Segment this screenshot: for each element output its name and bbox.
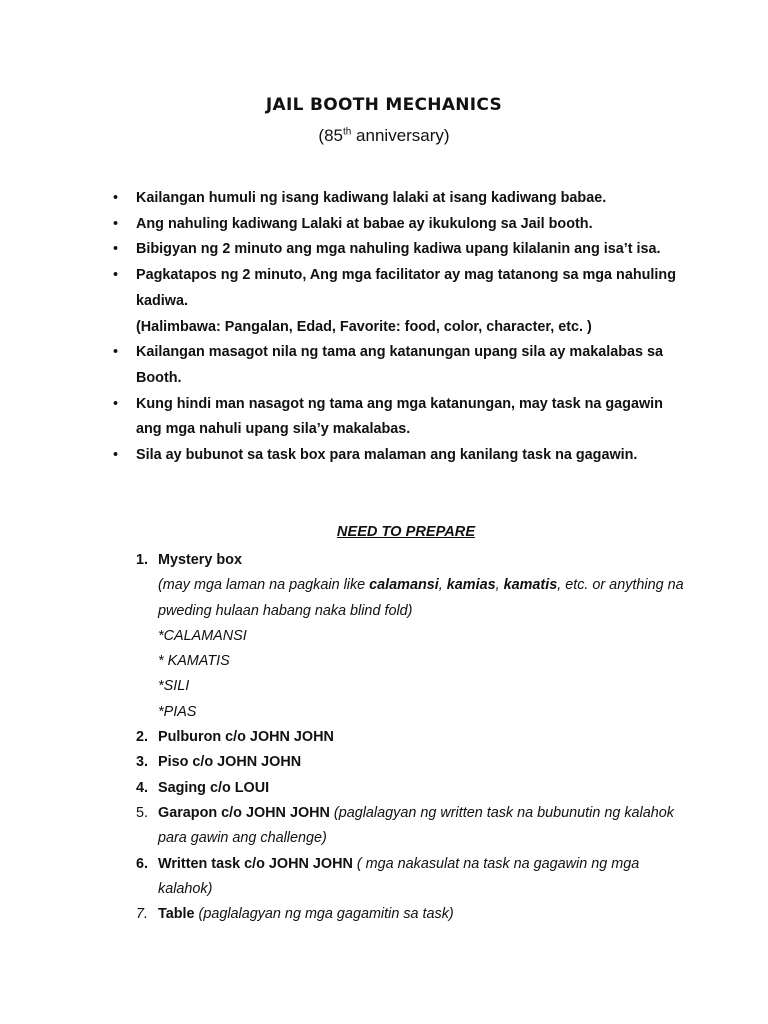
list-item: • Pagkatapos ng 2 minuto, Ang mga facilitator ay mag tatanong sa mga nahuling kadiwa. (Halimbawa: Pangalan, Edad, Favorite: food, color, character, etc. ) [107, 263, 677, 340]
list-item [136, 725, 696, 750]
item-note: (paglalagyan ng mga gagamitin sa task) [194, 906, 454, 923]
list-item [136, 750, 696, 775]
bullet-icon: • [113, 447, 119, 464]
sub-item: *SILI [158, 678, 190, 695]
list-item: • Kailangan humuli ng isang kadiwang lalaki at isang kadiwang babae. [107, 186, 677, 212]
bullet-icon: • [113, 395, 119, 412]
document-subtitle: (85th anniversary) [318, 126, 450, 145]
list-item [136, 801, 696, 852]
item-number: 5. [136, 804, 149, 821]
list-item [136, 548, 696, 725]
item-number: 7. [136, 906, 149, 923]
list-item: • Bibigyan ng 2 minuto ang mga nahuling kadiwa upang kilalanin ang isa’t isa. [107, 237, 677, 263]
bullet-icon: • [113, 267, 119, 284]
item-label: Saging c/o LOUI [158, 779, 270, 796]
item-number: 3. [136, 754, 149, 771]
item-number: 6. [136, 855, 149, 872]
example-text: (Halimbawa: Pangalan, Edad, Favorite: food, color, character, etc. ) [136, 318, 592, 335]
list-item: • Sila ay bubunot sa task box para malaman ang kanilang task na gagawin. [107, 443, 677, 469]
item-label: Garapon c/o JOHN JOHN [158, 804, 330, 821]
item-description: (may mga laman na pagkain like calamansi, kamias, kamatis, etc. or anything na pweding hulaan habang naka blind fold) [158, 577, 684, 619]
sub-item: *CALAMANSI [158, 627, 247, 644]
item-label: Table [158, 906, 195, 923]
item-label: Piso c/o JOHN JOHN [158, 754, 302, 771]
list-item: • Kung hindi man nasagot ng tama ang mga katanungan, may task na gagawin ang mga nahuli upang sila’y makalabas. [107, 392, 677, 443]
document-title: JAIL BOOTH MECHANICS [265, 95, 503, 115]
prepare-list [136, 548, 696, 927]
list-item [136, 776, 696, 801]
item-number: 2. [136, 729, 149, 746]
bullet-icon: • [113, 344, 119, 361]
list-item: • Ang nahuling kadiwang Lalaki at babae ay ikukulong sa Jail booth. [107, 212, 677, 238]
mechanics-list [107, 186, 677, 469]
item-note: ( mga nakasulat na task na gagawin ng mga kalahok) [158, 855, 640, 897]
sub-item: * KAMATIS [158, 653, 230, 670]
item-number: 1. [136, 552, 149, 568]
bullet-icon: • [113, 241, 119, 258]
list-item: • Kailangan masagot nila ng tama ang katanungan upang sila ay makalabas sa Booth. [107, 340, 677, 391]
item-label: Mystery box [158, 552, 242, 568]
prepare-heading: NEED TO PREPARE [336, 524, 476, 540]
list-item [136, 852, 696, 903]
item-note: (paglalagyan ng written task na bubunutin ng kalahok para gawin ang challenge) [158, 804, 674, 847]
item-number: 4. [136, 779, 149, 796]
sub-item: *PIAS [158, 703, 197, 720]
item-label: Pulburon c/o JOHN JOHN [158, 729, 334, 746]
list-item [136, 902, 696, 927]
bullet-icon: • [113, 215, 119, 232]
bullet-icon: • [113, 190, 119, 206]
item-label: Written task c/o JOHN JOHN [158, 855, 353, 872]
